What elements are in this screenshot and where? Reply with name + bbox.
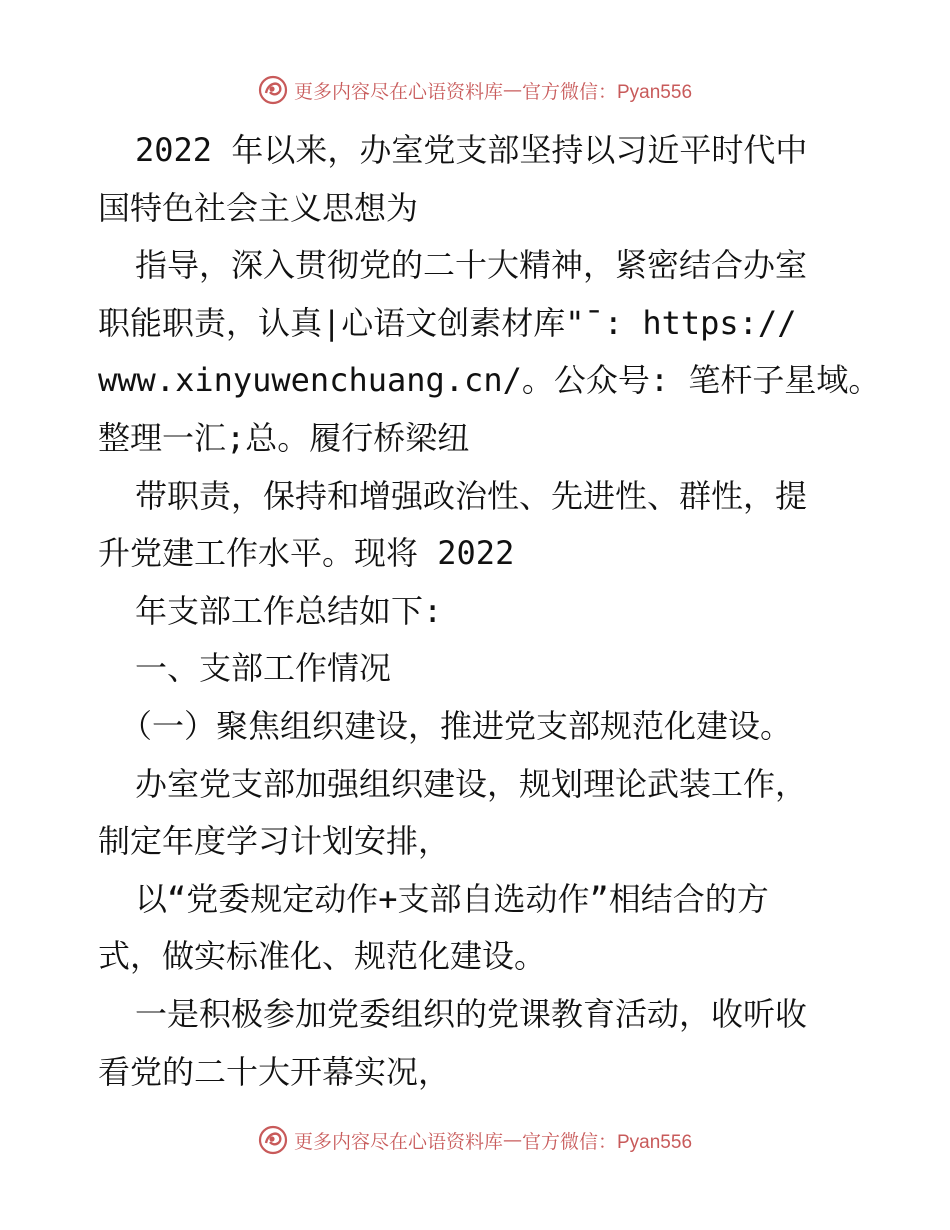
paragraph-line: 式，做实标准化、规范化建设。 — [98, 937, 547, 976]
paragraph-line: 2022 年以来，办室党支部坚持以习近平时代中 — [135, 131, 808, 169]
paragraph-line: 以“党委规定动作+支部自选动作”相结合的方 — [135, 879, 769, 918]
paragraph-line: 职能职责，认真|心语文创素材库"¯: https:// — [98, 303, 797, 342]
paragraph-line: 带职责，保持和增强政治性、先进性、群性，提 — [135, 476, 808, 515]
logo-icon — [258, 1125, 288, 1155]
subsection-heading: （一）聚焦组织建设，推进党支部规范化建设。 — [120, 706, 793, 745]
header-banner-wechat: 官方微信：Pyan556 — [522, 81, 693, 103]
paragraph-line: 国特色社会主义思想为 — [98, 188, 419, 227]
header-banner-text: 更多内容尽在心语资料库 — [293, 80, 503, 103]
paragraph-line: 年支部工作总结如下: — [135, 591, 443, 630]
paragraph-line: 一是积极参加党委组织的党课教育活动，收听收 — [135, 994, 808, 1033]
footer-banner — [0, 1124, 950, 1156]
section-heading: 一、支部工作情况 — [135, 649, 392, 688]
header-banner — [0, 74, 950, 106]
paragraph-line: 指导，深入贯彻党的二十大精神，紧密结合办室 — [135, 246, 808, 285]
paragraph-line: 看党的二十大开幕实况， — [98, 1052, 451, 1091]
paragraph-line: www.xinyuwenchuang.cn/。公众号: 笔杆子星域。 — [98, 361, 881, 400]
footer-banner-wechat: 官方微信：Pyan556 — [522, 1131, 693, 1153]
paragraph-line: 办室党支部加强组织建设，规划理论武装工作， — [135, 764, 808, 803]
header-banner-separator: — — [503, 79, 522, 101]
paragraph-line: 整理一汇;总。履行桥梁纽 — [98, 418, 470, 457]
logo-icon — [258, 75, 288, 105]
paragraph-line: 制定年度学习计划安排， — [98, 822, 451, 861]
footer-banner-text: 更多内容尽在心语资料库 — [293, 1130, 503, 1153]
footer-banner-separator: — — [503, 1129, 522, 1151]
paragraph-line: 升党建工作水平。现将 2022 — [98, 534, 515, 573]
document-body — [98, 122, 881, 1101]
